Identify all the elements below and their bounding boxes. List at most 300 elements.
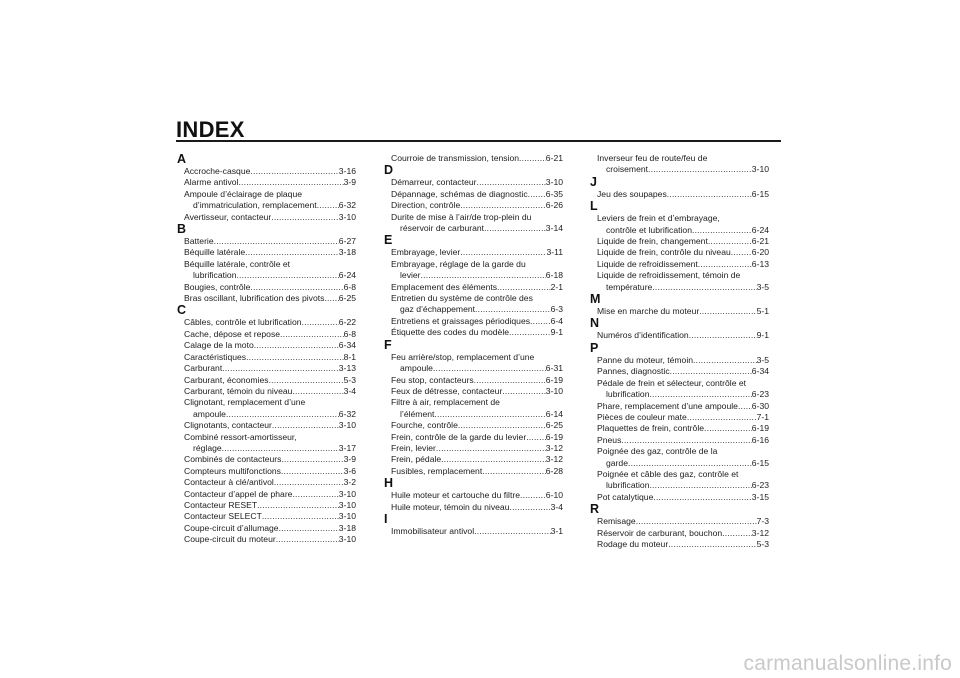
entry-text: Durite de mise à l’air/de trop-plein du — [391, 211, 532, 222]
dot-leader — [667, 189, 752, 200]
dot-leader — [262, 511, 339, 522]
index-section — [589, 200, 769, 293]
entry-text: Démarreur, contacteur — [391, 177, 477, 188]
index-entry — [589, 306, 769, 317]
entry-text: Ampoule d’éclairage de plaque — [184, 188, 303, 199]
page-number: 3-2 — [343, 477, 356, 488]
index-entry — [176, 397, 356, 420]
index-entry — [176, 420, 356, 431]
dot-leader — [238, 177, 343, 188]
dot-leader — [738, 401, 752, 412]
dot-leader — [214, 236, 339, 247]
entry-text: Clignotants, contacteur — [184, 420, 272, 431]
entry-text: Carburant, économies — [184, 374, 269, 385]
page-number: 3-10 — [338, 534, 356, 545]
index-column-1 — [176, 153, 356, 546]
entry-text: Plaquettes de frein, contrôle — [597, 423, 705, 434]
entry-text: Entretiens et graissages périodiques — [391, 315, 531, 326]
index-entry — [589, 236, 769, 247]
entry-text: Huile moteur et cartouche du filtre — [391, 490, 520, 501]
index-entry — [176, 212, 356, 223]
index-entry — [176, 489, 356, 500]
dot-leader — [279, 523, 339, 534]
dot-leader — [222, 443, 339, 454]
entry-text: lubrification — [606, 480, 650, 491]
page-number: 3-10 — [338, 488, 356, 499]
page-number: 3-10 — [338, 499, 356, 510]
entry-text: Pot catalytique — [597, 491, 654, 502]
index-section — [589, 293, 769, 317]
dot-leader — [245, 247, 339, 258]
dot-leader — [281, 466, 344, 477]
index-entry — [383, 454, 563, 465]
entry-text: Pédale de frein et sélecteur, contrôle et — [597, 377, 747, 388]
entry-text: Béquille latérale, contrôle et — [184, 258, 291, 269]
index-entry — [176, 534, 356, 545]
index-entry — [176, 352, 356, 363]
section-letter: E — [384, 233, 393, 248]
index-section — [176, 153, 356, 223]
entry-text: Liquide de frein, changement — [597, 236, 708, 247]
entry-text: Jeu des soupapes — [597, 188, 667, 199]
index-entry — [176, 375, 356, 386]
title-underline — [176, 140, 781, 142]
entry-text: réservoir de carburant — [400, 223, 485, 234]
entry-text: Contacteur SELECT — [184, 511, 262, 522]
index-entry — [383, 490, 563, 501]
index-entry — [176, 511, 356, 522]
entry-text: température — [606, 281, 653, 292]
entry-text: Direction, contrôle — [391, 200, 461, 211]
entry-text: Courroie de transmission, tension — [391, 153, 520, 163]
page-number: 6-24 — [338, 270, 356, 281]
page-number: 3-6 — [343, 465, 356, 476]
index-entry — [589, 446, 769, 469]
entry-text: Frein, pédale — [391, 454, 442, 465]
dot-leader — [484, 223, 546, 234]
dot-leader — [497, 282, 551, 293]
page-number: 3-10 — [545, 177, 563, 188]
index-entry — [383, 282, 563, 293]
dot-leader — [520, 490, 546, 501]
page-number: 3-18 — [338, 247, 356, 258]
page-number: 6-32 — [338, 408, 356, 419]
entry-text: gaz d’échappement — [400, 304, 476, 315]
page-number: 3-5 — [756, 354, 769, 365]
page-number: 3-9 — [343, 177, 356, 188]
dot-leader — [236, 270, 338, 281]
entry-text: Immobilisateur antivol — [391, 525, 475, 536]
dot-leader — [509, 502, 550, 513]
index-entry — [589, 378, 769, 401]
dot-leader — [649, 389, 751, 400]
entry-text: Remisage — [597, 516, 636, 527]
dot-leader — [731, 247, 752, 258]
dot-leader — [292, 489, 338, 500]
page-number: 6-10 — [545, 490, 563, 501]
page-title: INDEX — [176, 117, 245, 142]
dot-leader — [519, 153, 546, 164]
dot-leader — [649, 480, 751, 491]
dot-leader — [699, 306, 756, 317]
entry-text: Embrayage, réglage de la garde du — [391, 258, 526, 269]
entry-text: Réservoir de carburant, bouchon — [597, 527, 723, 538]
dot-leader — [668, 539, 756, 550]
page-number: 3-17 — [338, 442, 356, 453]
index-entry — [176, 166, 356, 177]
index-entry — [383, 432, 563, 443]
page-number: 6-22 — [338, 317, 356, 328]
index-entry — [589, 516, 769, 527]
entry-text: garde — [606, 457, 628, 468]
page-number: 6-13 — [751, 258, 769, 269]
index-entry — [383, 420, 563, 431]
page-number: 6-18 — [545, 270, 563, 281]
page-number: 3-10 — [338, 211, 356, 222]
dot-leader — [530, 316, 551, 327]
entry-text: Phare, remplacement d’une ampoule — [597, 400, 738, 411]
page-number: 6-25 — [338, 293, 356, 304]
dot-leader — [257, 500, 339, 511]
index-entry — [176, 282, 356, 293]
entry-text: Pannes, diagnostic — [597, 366, 670, 377]
index-entry — [176, 177, 356, 188]
entry-text: Combinés de contacteurs — [184, 454, 282, 465]
page-number: 6-19 — [751, 423, 769, 434]
watermark: carmanualsonline.info — [743, 652, 952, 675]
index-entry — [176, 189, 356, 212]
page-number: 6-15 — [751, 457, 769, 468]
entry-text: Contacteur à clé/antivol — [184, 477, 274, 488]
entry-text: Batterie — [184, 236, 214, 247]
index-section — [383, 513, 563, 537]
entry-text: Mise en marche du moteur — [597, 306, 700, 317]
dot-leader — [502, 386, 545, 397]
dot-leader — [250, 166, 338, 177]
page-number: 6-15 — [751, 188, 769, 199]
index-section — [589, 317, 769, 341]
dot-leader — [648, 164, 752, 175]
index-entry — [176, 293, 356, 304]
section-letter: J — [590, 174, 597, 189]
index-entry — [589, 539, 769, 550]
index-section — [383, 234, 563, 338]
section-letter: H — [384, 476, 394, 491]
page-number: 3-10 — [545, 385, 563, 396]
index-entry — [176, 477, 356, 488]
entry-text: Fusibles, remplacement — [391, 465, 483, 476]
entry-text: Câbles, contrôle et lubrification — [184, 317, 302, 328]
section-letter: L — [590, 199, 598, 214]
page-number: 3-14 — [545, 223, 563, 234]
page-number: 6-28 — [545, 465, 563, 476]
entry-text: Dépannage, schémas de diagnostic — [391, 188, 528, 199]
entry-text: l’élément — [400, 408, 435, 419]
page-number: 6-19 — [545, 431, 563, 442]
entry-text: Poignée des gaz, contrôle de la — [597, 446, 718, 457]
index-entry — [383, 386, 563, 397]
entry-text: ampoule — [193, 408, 226, 419]
index-entry — [589, 435, 769, 446]
page-number: 3-10 — [751, 164, 769, 175]
entry-text: Liquide de refroidissement, témoin de — [597, 270, 741, 281]
page-number: 6-27 — [338, 236, 356, 247]
page-number: 9-1 — [756, 330, 769, 341]
entry-text: Pièces de couleur mate — [597, 411, 687, 422]
entry-text: Alarme antivol — [184, 177, 239, 188]
entry-text: Cache, dépose et repose — [184, 328, 281, 339]
entry-text: Huile moteur, témoin du niveau — [391, 501, 510, 512]
index-entry — [176, 236, 356, 247]
index-entry — [589, 492, 769, 503]
index-entry — [176, 317, 356, 328]
section-letter: A — [177, 152, 187, 166]
entry-text: contrôle et lubrification — [606, 224, 692, 235]
page-number: 3-9 — [343, 454, 356, 465]
dot-leader — [276, 534, 339, 545]
index-entry — [176, 432, 356, 455]
page-number: 6-8 — [343, 281, 356, 292]
entry-text: Liquide de frein, contrôle du niveau — [597, 247, 731, 258]
dot-leader — [689, 330, 757, 341]
page-number: 3-10 — [338, 511, 356, 522]
dot-leader — [302, 317, 339, 328]
dot-leader — [704, 423, 752, 434]
index-entry — [176, 247, 356, 258]
entry-text: Embrayage, levier — [391, 247, 461, 258]
page-number: 3-13 — [338, 363, 356, 374]
page-number: 6-32 — [338, 200, 356, 211]
page-number: 6-3 — [550, 304, 563, 315]
index-entry — [176, 500, 356, 511]
page-number: 6-31 — [545, 363, 563, 374]
entry-text: lubrification — [606, 389, 650, 400]
page-number: 3-15 — [751, 491, 769, 502]
section-letter: B — [177, 222, 187, 237]
dot-leader — [621, 435, 751, 446]
page-number: 6-4 — [550, 315, 563, 326]
page-number: 6-34 — [338, 340, 356, 351]
entry-text: Feu arrière/stop, remplacement d’une — [391, 351, 535, 362]
dot-leader — [317, 200, 339, 211]
index-entry — [383, 153, 563, 164]
dot-leader — [246, 352, 343, 363]
index-entry — [176, 340, 356, 351]
entry-text: Combiné ressort-amortisseur, — [184, 431, 297, 442]
page-number: 3-12 — [545, 454, 563, 465]
index-entry — [176, 386, 356, 397]
dot-leader — [528, 189, 546, 200]
entry-text: d’immatriculation, remplacement — [193, 200, 317, 211]
entry-text: Coupe-circuit d’allumage — [184, 522, 279, 533]
section-letter: F — [384, 337, 392, 352]
index-entry — [383, 212, 563, 235]
dot-leader — [254, 340, 339, 351]
dot-leader — [434, 409, 545, 420]
index-section — [589, 342, 769, 503]
dot-leader — [226, 409, 339, 420]
entry-text: Fourche, contrôle — [391, 420, 458, 431]
entry-text: Clignotant, remplacement d’une — [184, 397, 306, 408]
page-number: 6-30 — [751, 400, 769, 411]
section-letter: C — [177, 303, 187, 318]
dot-leader — [509, 327, 551, 338]
page-number: 9-1 — [550, 327, 563, 338]
entry-text: Rodage du moteur — [597, 538, 669, 549]
page-number: 3-10 — [338, 420, 356, 431]
index-entry — [589, 153, 769, 176]
section-letter: N — [590, 316, 600, 331]
entry-text: Panne du moteur, témoin — [597, 354, 694, 365]
page-number: 6-16 — [751, 434, 769, 445]
section-letter: D — [384, 163, 394, 178]
index-entry — [589, 412, 769, 423]
dot-leader — [460, 200, 546, 211]
entry-text: Leviers de frein et d’embrayage, — [597, 213, 720, 224]
page-number: 6-21 — [751, 236, 769, 247]
page-number: 6-35 — [545, 188, 563, 199]
dot-leader — [628, 458, 752, 469]
index-section — [176, 304, 356, 545]
entry-text: Calage de la moto — [184, 340, 254, 351]
index-entry — [383, 502, 563, 513]
entry-text: Contacteur d’appel de phare — [184, 488, 293, 499]
index-entry — [176, 329, 356, 340]
index-entry — [383, 397, 563, 420]
index-entry — [176, 363, 356, 374]
dot-leader — [636, 516, 757, 527]
dot-leader — [436, 443, 546, 454]
entry-text: Feu stop, contacteurs — [391, 374, 474, 385]
entry-text: Carburant — [184, 363, 223, 374]
dot-leader — [698, 259, 752, 270]
dot-leader — [652, 282, 756, 293]
dot-leader — [458, 420, 546, 431]
dot-leader — [281, 454, 343, 465]
page-number: 6-23 — [751, 480, 769, 491]
page-number: 3-16 — [338, 166, 356, 176]
entry-text: Poignée et câble des gaz, contrôle et — [597, 468, 739, 479]
page-number: 3-1 — [550, 525, 563, 536]
page-number: 3-4 — [343, 385, 356, 396]
page-number: 3-4 — [550, 501, 563, 512]
index-entry — [589, 213, 769, 236]
dot-leader — [526, 432, 546, 443]
entry-text: Numéros d’identification — [597, 330, 689, 341]
dot-leader — [274, 477, 344, 488]
entry-text: lubrification — [193, 270, 237, 281]
dot-leader — [272, 420, 339, 431]
dot-leader — [324, 293, 338, 304]
dot-leader — [433, 363, 546, 374]
section-letter: I — [384, 511, 388, 526]
index-section — [383, 164, 563, 234]
index-section — [176, 223, 356, 304]
dot-leader — [474, 526, 550, 537]
entry-text: Frein, levier — [391, 442, 436, 453]
dot-leader — [421, 270, 546, 281]
index-column-2 — [383, 153, 563, 537]
entry-text: Filtre à air, remplacement de — [391, 397, 500, 408]
index-entry — [589, 247, 769, 258]
index-section — [383, 477, 563, 513]
entry-text: Avertisseur, contacteur — [184, 211, 272, 222]
index-entry — [589, 355, 769, 366]
entry-text: réglage — [193, 442, 222, 453]
index-section — [589, 176, 769, 200]
entry-text: Frein, contrôle de la garde du levier — [391, 431, 527, 442]
dot-leader — [708, 236, 752, 247]
page-number: 5-1 — [756, 306, 769, 317]
page-number: 6-26 — [545, 200, 563, 211]
page-number: 6-19 — [545, 374, 563, 385]
page-number: 2-1 — [550, 281, 563, 292]
entry-text: Accroche-casque — [184, 166, 251, 176]
index-entry — [383, 247, 563, 258]
dot-leader — [271, 212, 339, 223]
page-number: 6-34 — [751, 366, 769, 377]
dot-leader — [722, 528, 752, 539]
entry-text: croisement — [606, 164, 649, 175]
dot-leader — [474, 375, 546, 386]
index-entry — [589, 259, 769, 270]
index-entry — [589, 528, 769, 539]
index-entry — [383, 526, 563, 537]
page-number: 3-11 — [546, 247, 563, 258]
entry-text: levier — [400, 270, 421, 281]
entry-text: Béquille latérale — [184, 247, 246, 258]
entry-text: Compteurs multifonctions — [184, 465, 281, 476]
dot-leader — [687, 412, 757, 423]
index-section — [383, 153, 563, 164]
index-entry — [383, 293, 563, 316]
page-number: 6-8 — [343, 328, 356, 339]
index-entry — [383, 177, 563, 188]
page-number: 3-5 — [756, 281, 769, 292]
entry-text: Inverseur feu de route/feu de — [597, 153, 708, 163]
index-entry — [176, 259, 356, 282]
page-number: 6-23 — [751, 389, 769, 400]
index-entry — [589, 189, 769, 200]
index-section — [589, 503, 769, 550]
section-letter: P — [590, 340, 599, 355]
entry-text: Liquide de refroidissement — [597, 258, 698, 269]
entry-text: Entretien du système de contrôle des — [391, 293, 533, 304]
page-number: 7-3 — [756, 516, 769, 527]
index-entry — [383, 200, 563, 211]
index-entry — [383, 466, 563, 477]
index-entry — [176, 466, 356, 477]
index-entry — [589, 366, 769, 377]
index-entry — [383, 375, 563, 386]
dot-leader — [441, 454, 546, 465]
page-number: 5-3 — [756, 538, 769, 549]
dot-leader — [222, 363, 339, 374]
index-entry — [589, 401, 769, 412]
index-section — [589, 153, 769, 176]
page-number: 3-12 — [751, 527, 769, 538]
entry-text: Coupe-circuit du moteur — [184, 534, 276, 545]
entry-text: ampoule — [400, 363, 433, 374]
page-number: 5-3 — [343, 374, 356, 385]
entry-text: Bras oscillant, lubrification des pivots — [184, 293, 325, 304]
index-entry — [589, 330, 769, 341]
index-section — [383, 339, 563, 477]
entry-text: Carburant, témoin du niveau — [184, 385, 293, 396]
index-entry — [383, 316, 563, 327]
dot-leader — [269, 375, 344, 386]
dot-leader — [693, 355, 757, 366]
